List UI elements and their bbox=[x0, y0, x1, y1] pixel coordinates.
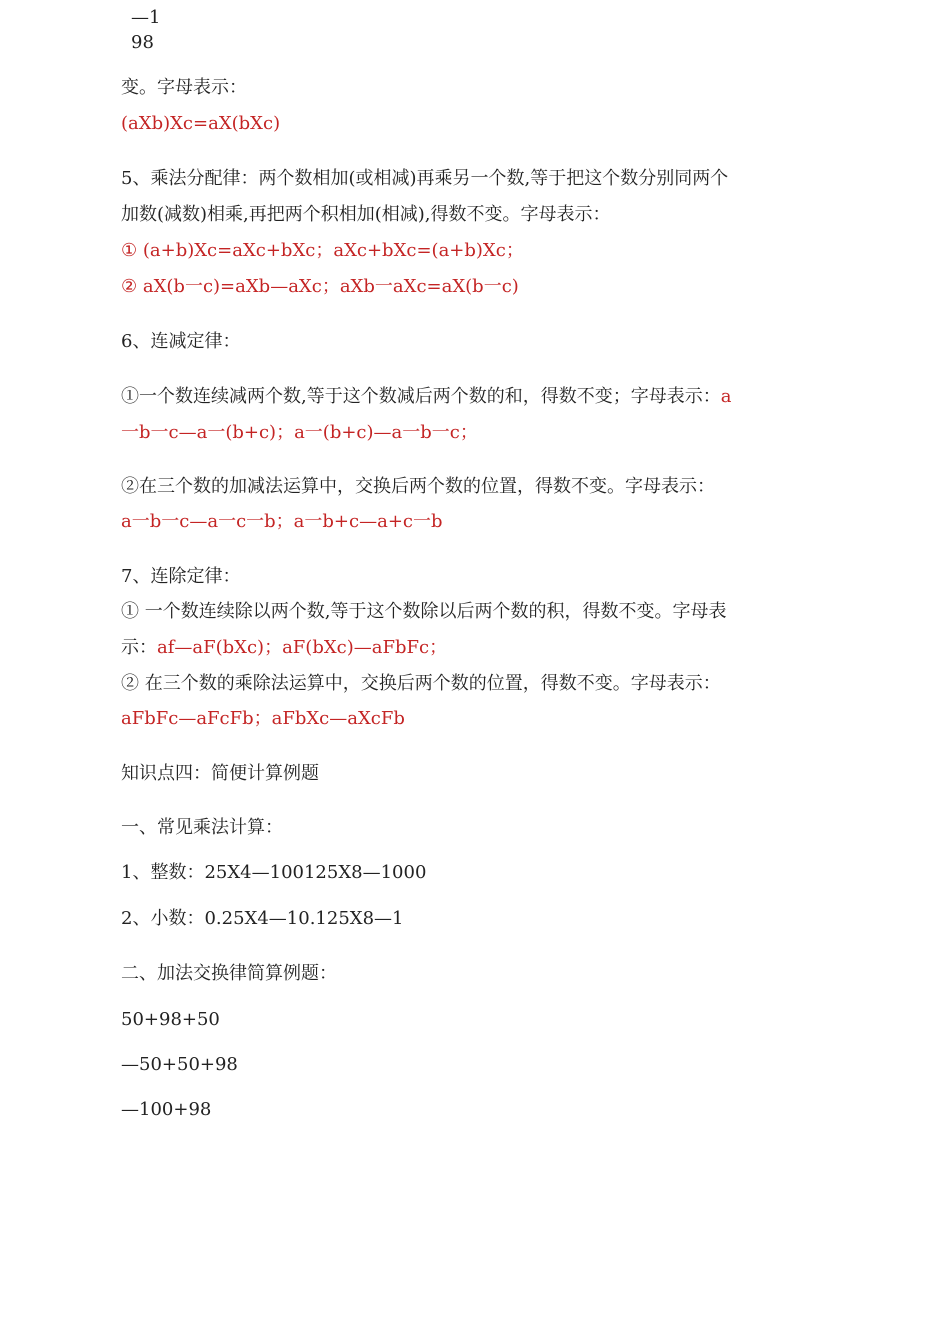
subtraction-rule-1-formula: 一b一c—a一(b+c)；a一(b+c)—a一b一c； bbox=[121, 422, 478, 443]
division-rule-1-text-2: 示： bbox=[121, 637, 157, 658]
division-rule-1-line-2 bbox=[121, 636, 447, 660]
distributive-formula-1: ① (a+b)Xc=aXc+bXc；aXc+bXc=(a+b)Xc； bbox=[121, 240, 524, 261]
section-4-subtitle-1: 一、常见乘法计算： bbox=[121, 817, 283, 838]
subtraction-rule-1-text: ①一个数连续减两个数,等于这个数减后两个数的和，得数不变；字母表示： bbox=[121, 386, 721, 407]
fragment-line-2: 98 bbox=[131, 32, 154, 53]
subtraction-rule-2-text: ②在三个数的加减法运算中，交换后两个数的位置，得数不变。字母表示： bbox=[121, 476, 715, 497]
section-4-item-1: 1、整数：25X4—100125X8—1000 bbox=[121, 862, 427, 883]
division-law-title: 7、连除定律： bbox=[121, 566, 241, 587]
subtraction-rule-2-formula: a一b一c—a一c一b；a一b+c—a+c一b bbox=[121, 511, 443, 532]
distributive-law-line-1: 5、乘法分配律：两个数相加(或相减)再乘另一个数,等于把这个数分别同两个 bbox=[121, 168, 729, 189]
division-rule-1-text: ① 一个数连续除以两个数,等于这个数除以后两个数的积，得数不变。字母表 bbox=[121, 601, 727, 622]
example-line-2: —50+50+98 bbox=[121, 1054, 238, 1075]
example-line-3: —100+98 bbox=[121, 1099, 212, 1120]
distributive-law-line-2: 加数(减数)相乘,再把两个积相加(相减),得数不变。字母表示： bbox=[121, 204, 611, 225]
division-rule-1-formula: af—aF(bXc)；aF(bXc)—aFbFc； bbox=[157, 637, 448, 658]
section-4-subtitle-2: 二、加法交换律简算例题： bbox=[121, 963, 337, 984]
assoc-law-tail: 变。字母表示： bbox=[121, 77, 247, 98]
assoc-law-formula: (aXb)Xc=aX(bXc) bbox=[121, 113, 281, 134]
division-rule-2-text: ② 在三个数的乘除法运算中，交换后两个数的位置，得数不变。字母表示： bbox=[121, 673, 721, 694]
subtraction-law-title: 6、连减定律： bbox=[121, 331, 241, 352]
section-4-title: 知识点四：简便计算例题 bbox=[121, 763, 319, 784]
section-4-item-2: 2、小数：0.25X4—10.125X8—1 bbox=[121, 908, 404, 929]
division-rule-2-formula: aFbFc—aFcFb；aFbXc—aXcFb bbox=[121, 708, 405, 729]
fragment-line-1: —1 bbox=[131, 7, 161, 28]
example-line-1: 50+98+50 bbox=[121, 1009, 220, 1030]
subtraction-rule-1-formula-start: a bbox=[720, 386, 732, 407]
subtraction-rule-1 bbox=[121, 385, 731, 409]
distributive-formula-2: ② aX(b一c)=aXb—aXc；aXb一aXc=aX(b一c) bbox=[121, 276, 519, 297]
